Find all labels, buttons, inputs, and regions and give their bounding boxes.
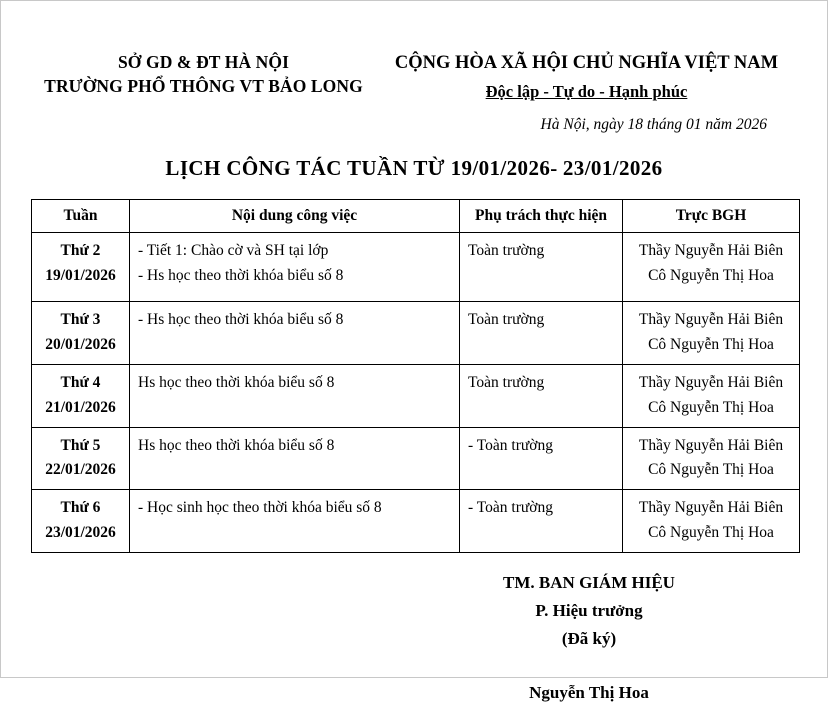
- duty-line: Cô Nguyễn Thị Hoa: [648, 335, 774, 353]
- document-body: [1, 1, 827, 707]
- day-label: Thứ 5: [60, 436, 101, 454]
- cell-responsible: - Toàn trường: [460, 490, 623, 553]
- cell-day: [32, 301, 130, 364]
- cell-day: [32, 490, 130, 553]
- cell-content: [130, 232, 460, 301]
- country-name: CỘNG HÒA XÃ HỘI CHỦ NGHĨA VIỆT NAM: [394, 53, 779, 73]
- table-row: [32, 427, 800, 490]
- document-header: [31, 35, 797, 102]
- duty-line: Thầy Nguyễn Hải Biên: [638, 373, 784, 391]
- cell-responsible: Toàn trường: [460, 232, 623, 301]
- duty-line: Thầy Nguyễn Hải Biên: [638, 310, 784, 328]
- place-and-date: Hà Nội, ngày 18 tháng 01 năm 2026: [540, 115, 767, 133]
- date-label: 21/01/2026: [45, 398, 116, 416]
- cell-duty: [623, 364, 800, 427]
- date-label: 22/01/2026: [45, 461, 116, 479]
- school-name: TRƯỜNG PHỔ THÔNG VT BẢO LONG: [44, 75, 363, 96]
- duty-line: Thầy Nguyễn Hải Biên: [638, 241, 784, 259]
- table-row: [32, 364, 800, 427]
- day-label: Thứ 2: [60, 241, 101, 259]
- signature-name: Nguyễn Thị Hoa: [529, 682, 649, 702]
- date-label: 20/01/2026: [45, 335, 116, 353]
- cell-content: [130, 427, 460, 490]
- cell-responsible: Toàn trường: [460, 364, 623, 427]
- content-line: - Học sinh học theo thời khóa biểu số 8: [138, 499, 382, 517]
- cell-day: [32, 364, 130, 427]
- table-row: [32, 232, 800, 301]
- column-header-duty: Trực BGH: [623, 199, 800, 232]
- cell-day: [32, 232, 130, 301]
- date-label: 19/01/2026: [45, 266, 116, 284]
- content-line: - Hs học theo thời khóa biểu số 8: [138, 310, 344, 328]
- cell-content: [130, 364, 460, 427]
- column-header-responsible: Phụ trách thực hiện: [460, 199, 623, 232]
- signature-block: [31, 569, 797, 707]
- duty-line: Cô Nguyễn Thị Hoa: [648, 266, 774, 284]
- national-motto: Độc lập - Tự do - Hạnh phúc: [485, 81, 688, 101]
- date-label: 23/01/2026: [45, 523, 116, 541]
- cell-content: [130, 490, 460, 553]
- department-name: SỞ GD & ĐT HÀ NỘI: [117, 52, 290, 72]
- column-header-week: Tuần: [32, 199, 130, 232]
- page-title-dash: -: [550, 155, 558, 180]
- organization-block: [31, 35, 376, 98]
- cell-day: [32, 427, 130, 490]
- page-title: [31, 156, 797, 181]
- cell-responsible: Toàn trường: [460, 301, 623, 364]
- table-row: [32, 301, 800, 364]
- column-header-content: Nội dung công việc: [130, 199, 460, 232]
- duty-line: Cô Nguyễn Thị Hoa: [648, 461, 774, 479]
- duty-line: Thầy Nguyễn Hải Biên: [638, 499, 784, 517]
- day-label: Thứ 4: [60, 373, 101, 391]
- day-label: Thứ 6: [60, 499, 101, 517]
- cell-duty: [623, 232, 800, 301]
- cell-duty: [623, 301, 800, 364]
- content-line: - Hs học theo thời khóa biểu số 8: [138, 266, 344, 284]
- table-row: [32, 490, 800, 553]
- content-line: Hs học theo thời khóa biểu số 8: [138, 436, 335, 454]
- content-line: - Tiết 1: Chào cờ và SH tại lớp: [138, 241, 329, 259]
- cell-duty: [623, 490, 800, 553]
- duty-line: Cô Nguyễn Thị Hoa: [648, 523, 774, 541]
- duty-line: Thầy Nguyễn Hải Biên: [638, 436, 784, 454]
- signature-signed-note: (Đã ký): [561, 628, 617, 648]
- cell-duty: [623, 427, 800, 490]
- signature-position: P. Hiệu trưởng: [535, 600, 643, 620]
- cell-content: [130, 301, 460, 364]
- national-heading-block: [376, 35, 797, 102]
- duty-line: Cô Nguyễn Thị Hoa: [648, 398, 774, 416]
- table-header-row: [32, 199, 800, 232]
- content-line: Hs học theo thời khóa biểu số 8: [138, 373, 335, 391]
- weekly-schedule-table: [31, 199, 800, 553]
- page-title-suffix: 23/01/2026: [557, 155, 663, 180]
- page-title-prefix: LỊCH CÔNG TÁC TUẦN TỪ 19/01/2026: [165, 155, 551, 180]
- cell-responsible: - Toàn trường: [460, 427, 623, 490]
- day-label: Thứ 3: [60, 310, 101, 328]
- signature-authority: TM. BAN GIÁM HIỆU: [503, 572, 675, 592]
